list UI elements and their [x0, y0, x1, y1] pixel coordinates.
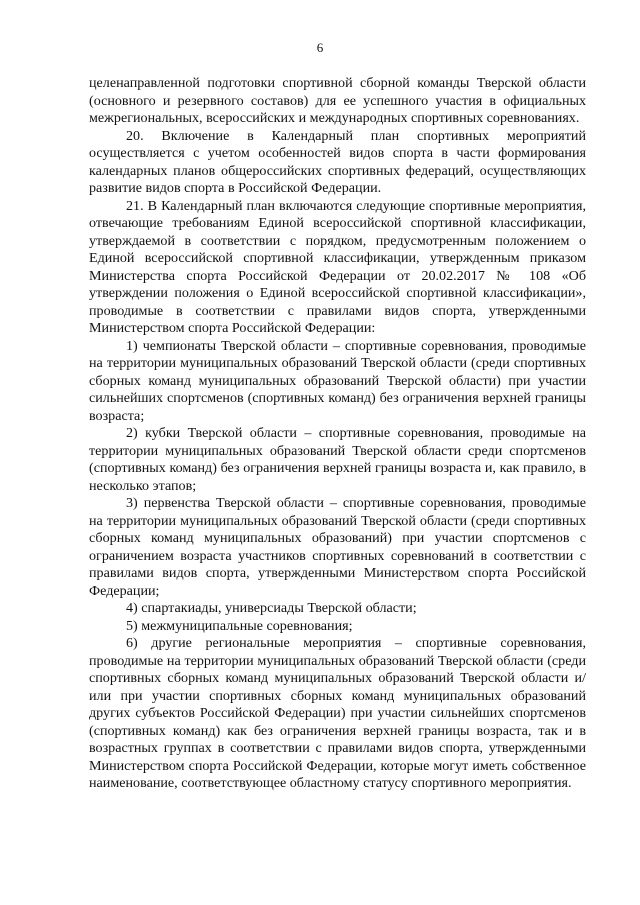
list-item-intermunicipal: 5) межмуниципальные соревнования; — [126, 617, 353, 634]
paragraph-item-20: 20. Включение в Календарный план спортивных мероприятий осуществляется с учетом особенностей видов спорта в части формирования календарных планов общероссийских спортивных федераций, осуществляющих развитие видов спорта в Российской Федерации. — [89, 127, 586, 196]
document-body — [89, 75, 586, 793]
list-item-first-places: 3) первенства Тверской области – спортивные соревнования, проводимые на территории муниципальных образований Тверской области (среди спортивных сборных команд муниципальных образований) при участии спортсменов с ограничением возраста участников спортивных соревнований в соответствии с правилами видов спорта, утвержденными Министерством спорта Российской Федерации; — [89, 495, 586, 599]
page-number: 6 — [316, 40, 324, 55]
list-item-spartakiads: 4) спартакиады, универсиады Тверской области; — [126, 600, 417, 616]
paragraph-continuation: целенаправленной подготовки спортивной сборной команды Тверской области (основного и резервного составов) для ее успешного участия в официальных межрегиональных, всероссийских и международных спортивных соревнованиях. — [89, 75, 586, 126]
list-item-cups: 2) кубки Тверской области – спортивные соревнования, проводимые на территории муниципальных образований Тверской области среди спортсменов (спортивных команд) без ограничения верхней границы возраста и, как правило, в несколько этапов; — [89, 425, 586, 494]
list-item-championships: 1) чемпионаты Тверской области – спортивные соревнования, проводимые на территории муниципальных образований Тверской области (среди спортивных сборных команд муниципальных образований Тверской области) при участии сильнейших спортсменов (спортивных команд) без ограничения верхней границы возраста; — [89, 337, 586, 424]
paragraph-item-21: 21. В Календарный план включаются следующие спортивные мероприятия, отвечающие требованиям Единой всероссийской спортивной классификации, утверждаемой в соответствии с порядком, предусмотренным положением о Единой всероссийской спортивной классификации, утвержденным приказом Министерства спорта Российской Федерации от 20.02.2017 № 108 «Об утверждении положения о Единой всероссийской спортивной классификации», проводимые в соответствии с правилами видов спорта, утвержденными Министерством спорта Российской Федерации: — [89, 197, 586, 336]
list-item-other-regional: 6) другие региональные мероприятия – спортивные соревнования, проводимые на территории муниципальных образований Тверской области (среди спортивных сборных команд муниципальных образований Тверской области и/или при участии спортивных сборных команд муниципальных образований других субъектов Российской Федерации) при участии сильнейших спортсменов (спортивных команд) как без ограничения верхней границы возраста, так и в возрастных группах в соответствии с правилами видов спорта, утвержденными Министерством спорта Российской Федерации, которые могут иметь собственное наименование, соответствующее областному статусу спортивного мероприятия. — [89, 635, 586, 791]
